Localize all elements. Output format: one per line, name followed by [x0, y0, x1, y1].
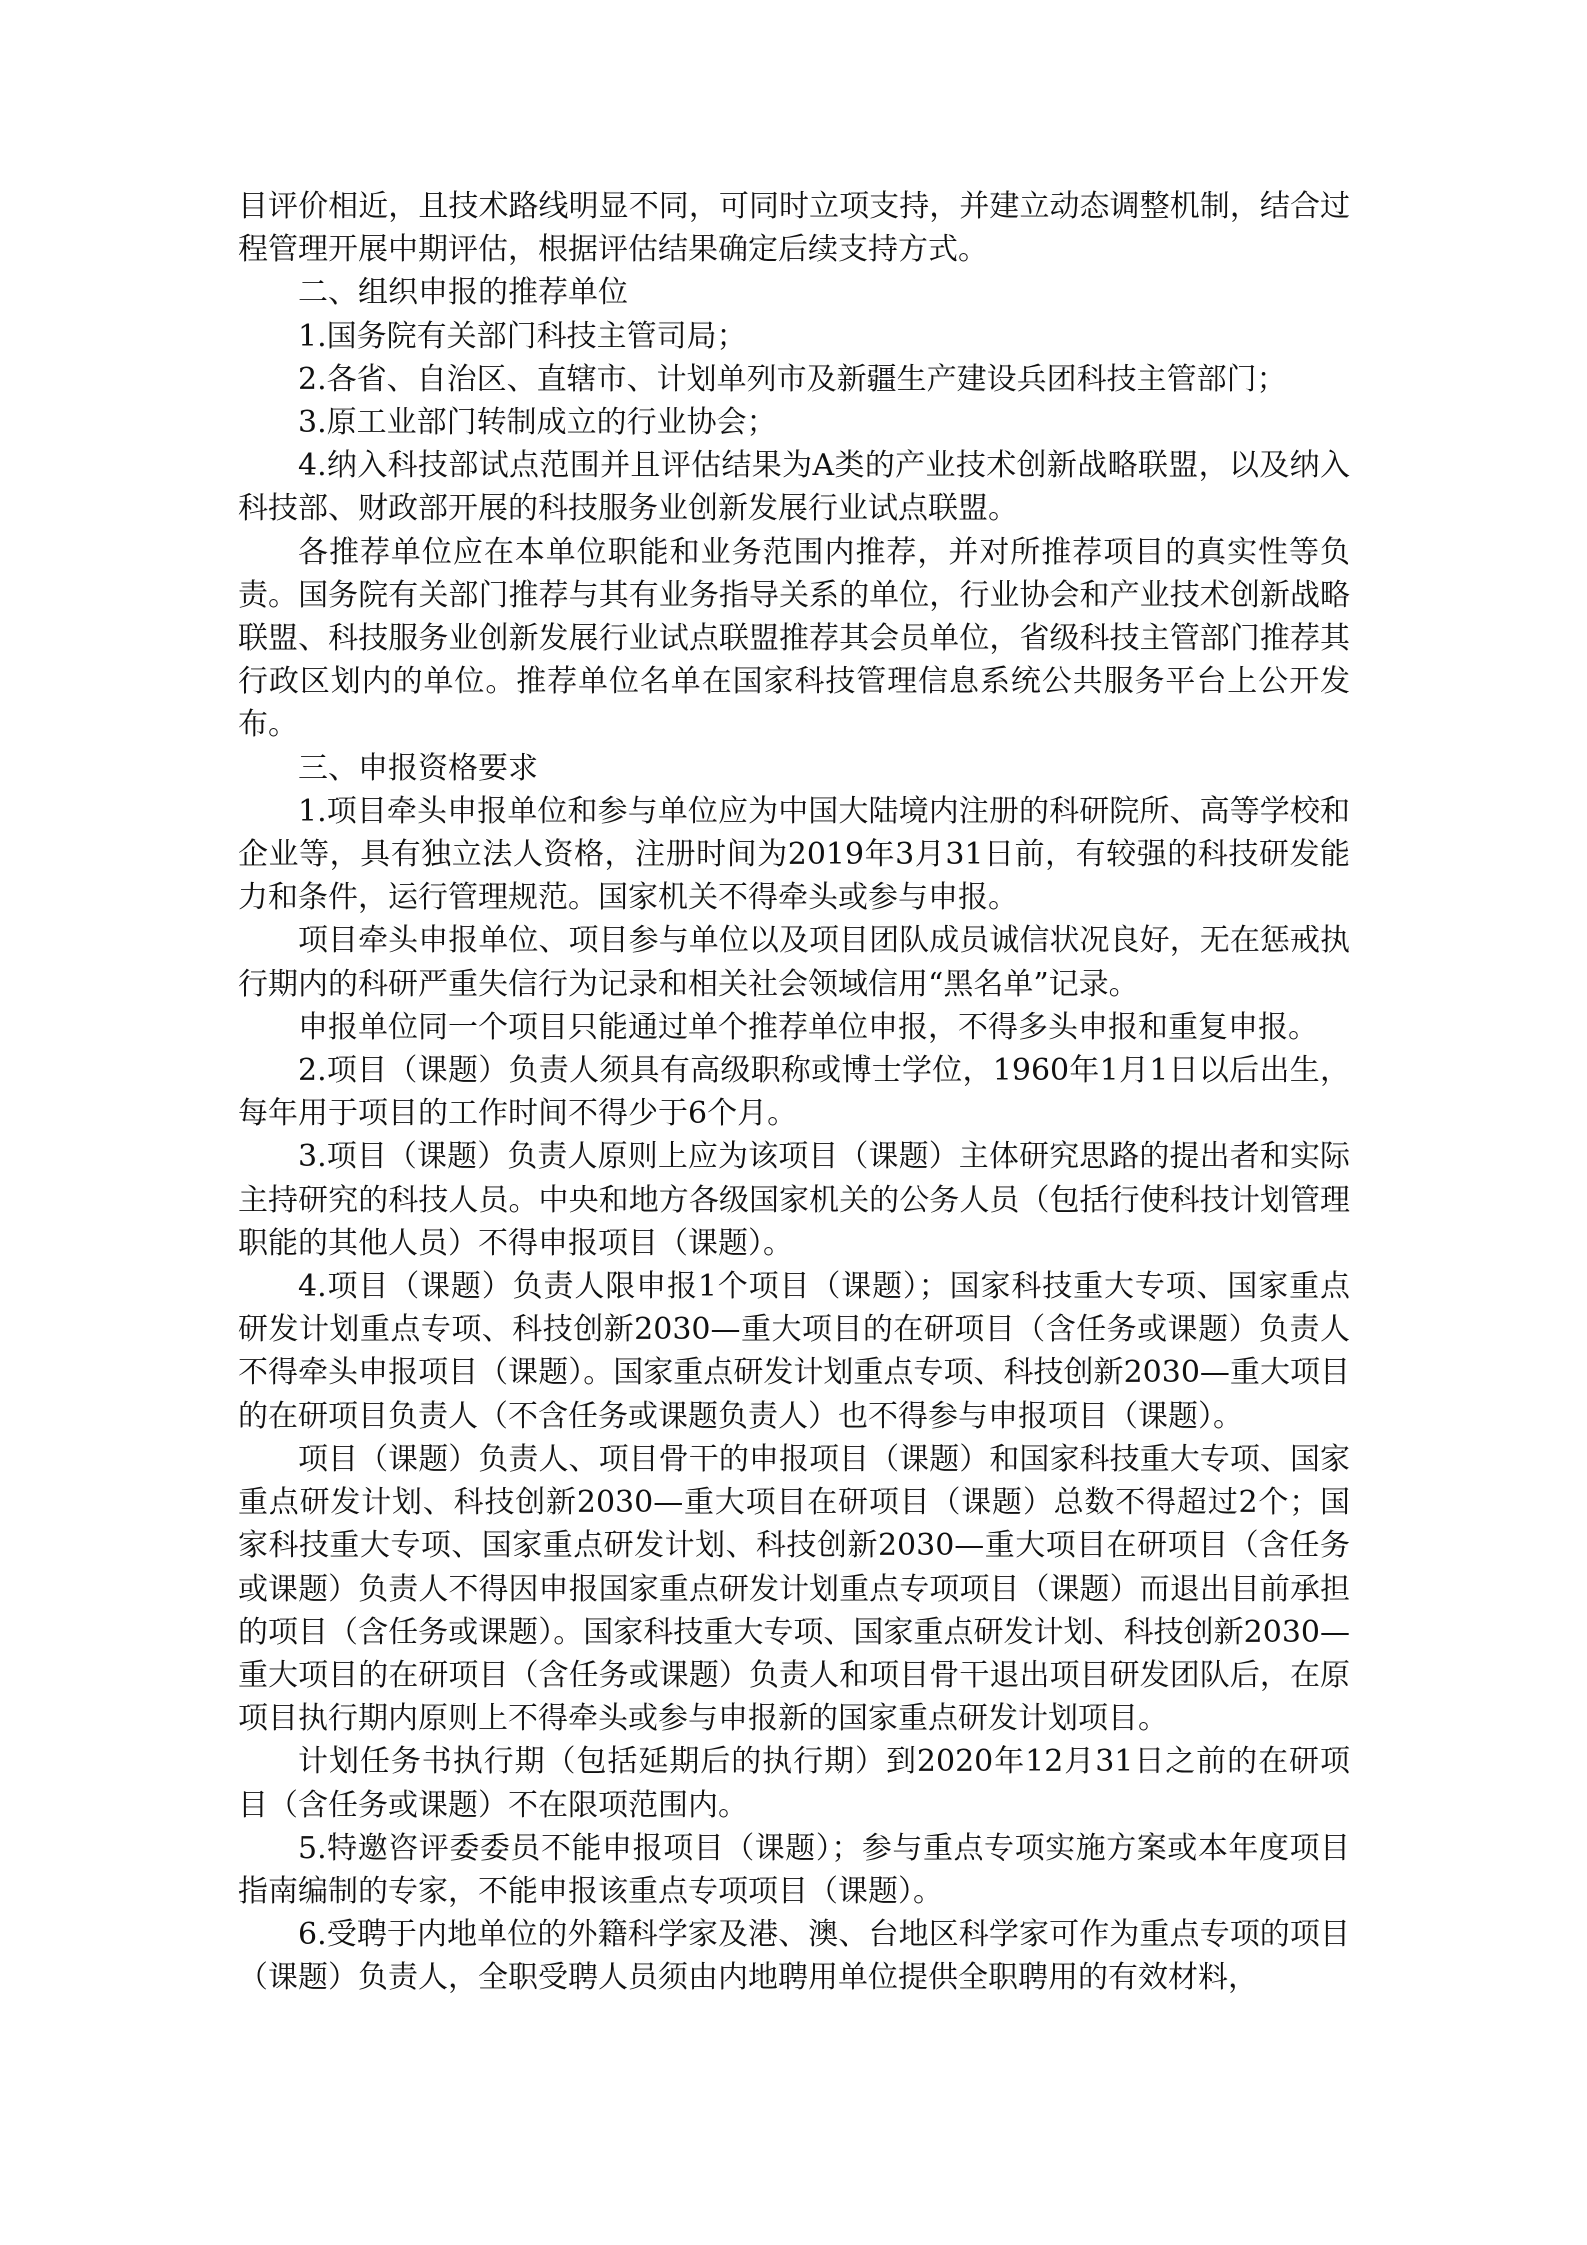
list-item: 3.项目（课题）负责人原则上应为该项目（课题）主体研究思路的提出者和实际主持研究的科技人员。中央和地方各级国家机关的公务人员（包括行使科技计划管理职能的其他人员）不得申报项目（课题）。: [238, 1139, 1350, 1261]
list-item: 4.纳入科技部试点范围并且评估结果为A类的产业技术创新战略联盟，以及纳入科技部、财政部开展的科技服务业创新发展行业试点联盟。: [238, 448, 1350, 527]
list-item: 6.受聘于内地单位的外籍科学家及港、澳、台地区科学家可作为重点专项的项目（课题）负责人，全职受聘人员须由内地聘用单位提供全职聘用的有效材料，: [238, 1917, 1350, 1996]
section-heading-eligibility: 三、申报资格要求: [298, 750, 538, 786]
paragraph: 项目（课题）负责人、项目骨干的申报项目（课题）和国家科技重大专项、国家重点研发计划、科技创新2030—重大项目在研项目（课题）总数不得超过2个；国家科技重大专项、国家重点研发计划、科技创新2030—重大项目在研项目（含任务或课题）负责人不得因申报国家重点研发计划重点专项项目（课题）而退出目前承担的项目（含任务或课题）。国家科技重大专项、国家重点研发计划、科技创新2030—重大项目的在研项目（含任务或课题）负责人和项目骨干退出项目研发团队后，在原项目执行期内原则上不得牵头或参与申报新的国家重点研发计划项目。: [238, 1441, 1350, 1737]
paragraph: 各推荐单位应在本单位职能和业务范围内推荐，并对所推荐项目的真实性等负责。国务院有关部门推荐与其有业务指导关系的单位，行业协会和产业技术创新战略联盟、科技服务业创新发展行业试点联盟推荐其会员单位，省级科技主管部门推荐其行政区划内的单位。推荐单位名单在国家科技管理信息系统公共服务平台上公开发布。: [238, 534, 1350, 743]
paragraph: 计划任务书执行期（包括延期后的执行期）到2020年12月31日之前的在研项目（含任务或课题）不在限项范围内。: [238, 1744, 1350, 1823]
list-item: 2.各省、自治区、直辖市、计划单列市及新疆生产建设兵团科技主管部门；: [298, 361, 1287, 397]
list-item: 5.特邀咨评委委员不能申报项目（课题）；参与重点专项实施方案或本年度项目指南编制的专家，不能申报该重点专项项目（课题）。: [238, 1830, 1350, 1909]
list-item: 2.项目（课题）负责人须具有高级职称或博士学位，1960年1月1日以后出生，每年用于项目的工作时间不得少于6个月。: [238, 1053, 1350, 1132]
list-item: 1.国务院有关部门科技主管司局；: [298, 318, 747, 354]
paragraph: 目评价相近，且技术路线明显不同，可同时立项支持，并建立动态调整机制，结合过程管理开展中期评估，根据评估结果确定后续支持方式。: [238, 189, 1350, 268]
paragraph: 项目牵头申报单位、项目参与单位以及项目团队成员诚信状况良好，无在惩戒执行期内的科研严重失信行为记录和相关社会领域信用“黑名单”记录。: [238, 923, 1350, 1002]
document-page: [238, 185, 1350, 2000]
list-item: 4.项目（课题）负责人限申报1个项目（课题）；国家科技重大专项、国家重点研发计划重点专项、科技创新2030—重大项目的在研项目（含任务或课题）负责人不得牵头申报项目（课题）。国家重点研发计划重点专项、科技创新2030—重大项目的在研项目负责人（不含任务或课题负责人）也不得参与申报项目（课题）。: [238, 1269, 1350, 1434]
list-item: 1.项目牵头申报单位和参与单位应为中国大陆境内注册的科研院所、高等学校和企业等，具有独立法人资格，注册时间为2019年3月31日前，有较强的科技研发能力和条件，运行管理规范。国家机关不得牵头或参与申报。: [238, 793, 1350, 916]
section-heading-recommending-units: 二、组织申报的推荐单位: [298, 275, 628, 311]
paragraph: 申报单位同一个项目只能通过单个推荐单位申报，不得多头申报和重复申报。: [298, 1009, 1318, 1045]
list-item: 3.原工业部门转制成立的行业协会；: [298, 405, 777, 441]
